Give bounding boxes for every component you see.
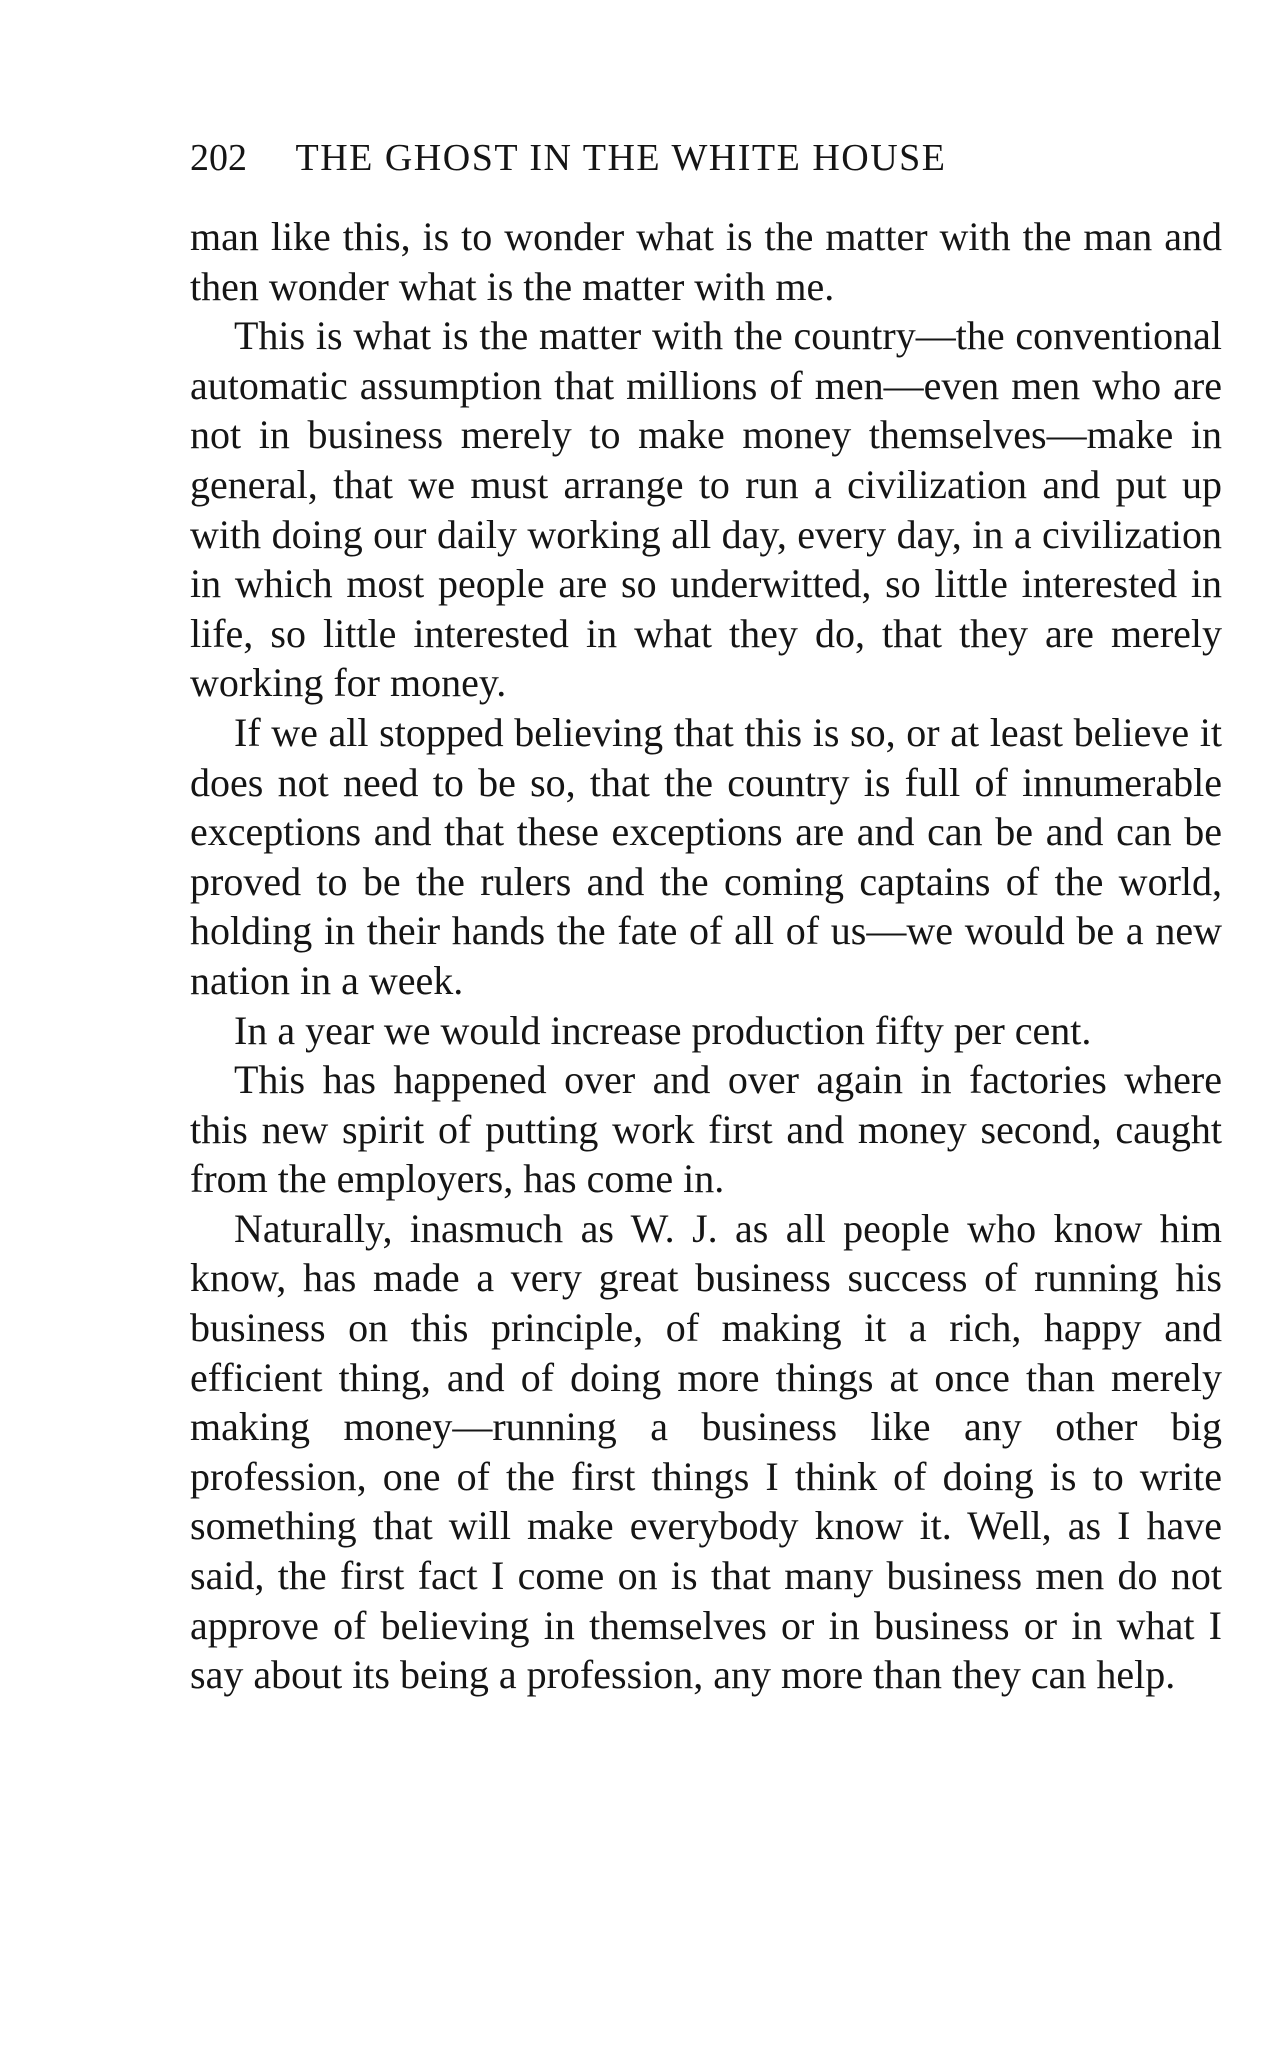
paragraph: If we all stopped believing that this is so, or at least believe it does not need to be so, that the country is full of innumerable exceptions and that these exceptions are and can be and can be proved to be the rulers and the coming captains of the world, holding in their hands the fate of all of us—we would be a new nation in a week. <box>190 709 1222 1003</box>
body-text <box>190 212 1222 1700</box>
page-header <box>190 136 1110 186</box>
paragraph-continued: man like this, is to wonder what is the matter with the man and then wonder what is the matter with me. <box>190 214 1222 309</box>
paragraph: This is what is the matter with the country—the conventional automatic assumption that millions of men—even men who are not in business merely to make money themselves—make in general, that we must arrange to run a civilization and put up with doing our daily working all day, every day, in a civilization in which most people are so underwitted, so little interested in life, so little interested in what they do, that they are merely working for money. <box>190 313 1222 706</box>
paragraph: This has happened over and over again in factories where this new spirit of putting work first and money second, caught from the employers, has come in. <box>190 1057 1222 1202</box>
running-head: THE GHOST IN THE WHITE HOUSE <box>295 137 947 179</box>
paragraph: Naturally, inasmuch as W. J. as all people who know him know, has made a very great business success of running his business on this principle, of making it a rich, happy and efficient thing, and of doing more things at once than merely making money—running a business like any other big profession, one of the first things I think of doing is to write something that will make everybody know it. Well, as I have said, the first fact I come on is that many business men do not approve of believing in themselves or in business or in what I say about its being a profession, any more than they can help. <box>190 1205 1222 1698</box>
paragraph: In a year we would increase production fifty per cent. <box>234 1007 1092 1053</box>
page-number: 202 <box>190 137 247 179</box>
